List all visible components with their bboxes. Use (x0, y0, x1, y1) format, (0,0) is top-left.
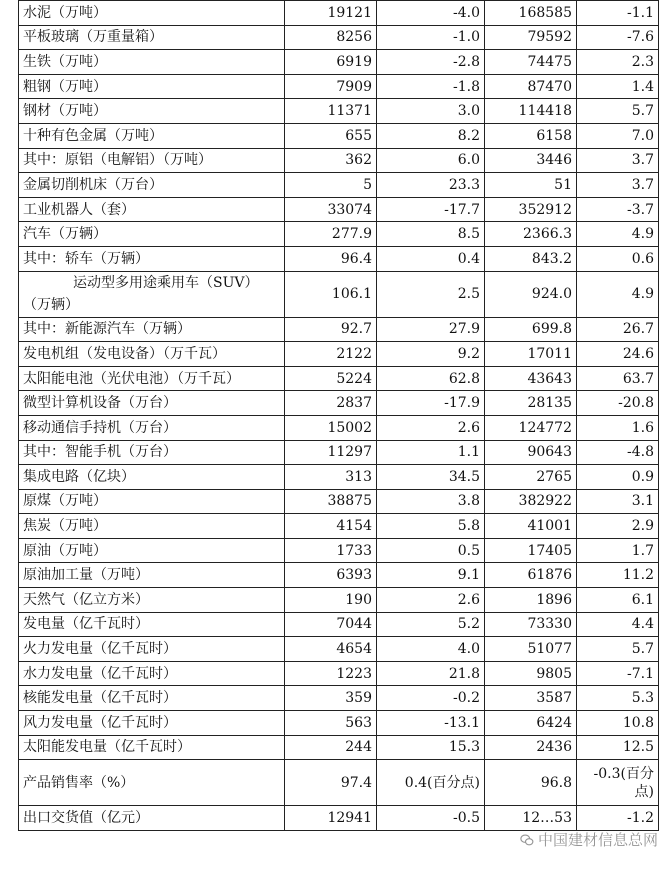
table-row (19, 222, 659, 247)
value-cell: 1.1 (377, 440, 485, 465)
value-cell: 1.7 (577, 538, 659, 563)
value-cell: 190 (285, 588, 377, 613)
value-cell: 10.8 (577, 711, 659, 736)
table-row (19, 123, 659, 148)
product-name-cell: 生铁（万吨） (19, 50, 285, 75)
value-cell: 5.8 (377, 514, 485, 539)
value-cell: 4.4 (577, 612, 659, 637)
value-cell: 3.8 (377, 489, 485, 514)
value-cell: 2.5 (377, 271, 485, 317)
product-name-cell: 十种有色金属（万吨） (19, 123, 285, 148)
value-cell: 97.4 (285, 760, 377, 806)
value-cell: 51077 (485, 637, 577, 662)
value-cell: 11371 (285, 99, 377, 124)
product-name-cell: 其中：智能手机（万台） (19, 440, 285, 465)
product-name-cell: 微型计算机设备（万台） (19, 391, 285, 416)
value-cell: 6.1 (577, 588, 659, 613)
product-name-cell: 金属切削机床（万台） (19, 173, 285, 198)
value-cell: 0.4(百分点) (377, 760, 485, 806)
value-cell: -0.2 (377, 686, 485, 711)
value-line1: -0.3(百分 (593, 765, 654, 782)
value-cell: 352912 (485, 197, 577, 222)
product-name-cell: 发电机组（发电设备）（万千瓦） (19, 342, 285, 367)
table-row (19, 612, 659, 637)
table-row (19, 342, 659, 367)
value-cell: 12…53 (485, 806, 577, 831)
value-cell: 3.7 (577, 173, 659, 198)
table-row (19, 588, 659, 613)
value-cell: 4154 (285, 514, 377, 539)
value-cell: 124772 (485, 415, 577, 440)
product-name-cell: 核能发电量（亿千瓦时） (19, 686, 285, 711)
value-cell: 106.1 (285, 271, 377, 317)
table-row (19, 173, 659, 198)
value-cell: 8.2 (377, 123, 485, 148)
value-cell: 8256 (285, 25, 377, 50)
table-row (19, 711, 659, 736)
product-name-cell: 平板玻璃（万重量箱） (19, 25, 285, 50)
value-cell: 92.7 (285, 317, 377, 342)
product-name-cell: 其中：新能源汽车（万辆） (19, 317, 285, 342)
value-cell: 5224 (285, 366, 377, 391)
table-row (19, 197, 659, 222)
value-cell: 51 (485, 173, 577, 198)
value-cell: 3.7 (577, 148, 659, 173)
value-cell: 5.7 (577, 637, 659, 662)
value-cell: 2122 (285, 342, 377, 367)
product-name-cell: 火力发电量（亿千瓦时） (19, 637, 285, 662)
value-cell: 359 (285, 686, 377, 711)
table-row (19, 465, 659, 490)
value-cell: 3446 (485, 148, 577, 173)
value-cell: 2.3 (577, 50, 659, 75)
value-cell: 23.3 (377, 173, 485, 198)
value-cell: 1223 (285, 661, 377, 686)
value-cell: 313 (285, 465, 377, 490)
value-cell: 2.9 (577, 514, 659, 539)
product-name-line2: （万辆） (23, 297, 79, 314)
value-line2: 点) (634, 783, 654, 800)
value-cell: 79592 (485, 25, 577, 50)
value-cell: 1896 (485, 588, 577, 613)
value-cell: 6919 (285, 50, 377, 75)
product-name-cell: 集成电路（亿块） (19, 465, 285, 490)
product-name-cell: 其中：轿车（万辆） (19, 246, 285, 271)
value-cell: 15002 (285, 415, 377, 440)
value-cell: 33074 (285, 197, 377, 222)
product-name-cell: 产品销售率（%） (19, 760, 285, 806)
value-cell: 0.9 (577, 465, 659, 490)
product-name-cell: 工业机器人（套） (19, 197, 285, 222)
value-cell: -0.5 (377, 806, 485, 831)
table-row (19, 806, 659, 831)
value-cell: 96.4 (285, 246, 377, 271)
value-cell: 74475 (485, 50, 577, 75)
value-cell: 2765 (485, 465, 577, 490)
product-name-cell: 天然气（亿立方米） (19, 588, 285, 613)
product-name-cell: 太阳能发电量（亿千瓦时） (19, 735, 285, 760)
product-name-cell: 太阳能电池（光伏电池）（万千瓦） (19, 366, 285, 391)
value-cell: 43643 (485, 366, 577, 391)
value-cell: 24.6 (577, 342, 659, 367)
value-cell: -2.8 (377, 50, 485, 75)
value-cell: 6424 (485, 711, 577, 736)
table-row (19, 661, 659, 686)
value-cell: 114418 (485, 99, 577, 124)
value-cell: 6158 (485, 123, 577, 148)
value-cell: 12941 (285, 806, 377, 831)
value-cell: 843.2 (485, 246, 577, 271)
value-cell: 38875 (285, 489, 377, 514)
product-name-cell (19, 271, 285, 317)
table-row (19, 246, 659, 271)
value-cell: 0.6 (577, 246, 659, 271)
value-cell: 26.7 (577, 317, 659, 342)
value-cell: 12.5 (577, 735, 659, 760)
table-row (19, 735, 659, 760)
value-cell: 15.3 (377, 735, 485, 760)
value-cell: 6.0 (377, 148, 485, 173)
value-cell: -13.1 (377, 711, 485, 736)
value-cell: 168585 (485, 1, 577, 26)
value-cell: 3587 (485, 686, 577, 711)
product-name-cell: 焦炭（万吨） (19, 514, 285, 539)
value-cell: -17.7 (377, 197, 485, 222)
value-cell: 11.2 (577, 563, 659, 588)
watermark-text: 中国建材信息总网 (537, 831, 658, 849)
value-cell: 9.2 (377, 342, 485, 367)
value-cell: 87470 (485, 74, 577, 99)
table-row (19, 637, 659, 662)
value-cell: -20.8 (577, 391, 659, 416)
value-cell: 0.5 (377, 538, 485, 563)
table-row (19, 538, 659, 563)
value-cell: 11297 (285, 440, 377, 465)
table-row (19, 686, 659, 711)
product-name-cell: 水力发电量（亿千瓦时） (19, 661, 285, 686)
value-cell: 8.5 (377, 222, 485, 247)
watermark (520, 829, 658, 850)
table-row (19, 391, 659, 416)
value-cell: 41001 (485, 514, 577, 539)
table-row (19, 760, 659, 806)
table-row (19, 514, 659, 539)
value-cell: 73330 (485, 612, 577, 637)
value-cell: 5.2 (377, 612, 485, 637)
table-row (19, 440, 659, 465)
value-cell: 90643 (485, 440, 577, 465)
value-cell: -1.0 (377, 25, 485, 50)
value-cell: 5.7 (577, 99, 659, 124)
value-cell: -4.8 (577, 440, 659, 465)
value-cell: 27.9 (377, 317, 485, 342)
table-row (19, 489, 659, 514)
value-cell: 3.0 (377, 99, 485, 124)
product-name-cell: 原油加工量（万吨） (19, 563, 285, 588)
table-row (19, 271, 659, 317)
value-cell: 5.3 (577, 686, 659, 711)
value-cell: 2.6 (377, 415, 485, 440)
value-cell: 4.9 (577, 271, 659, 317)
value-cell (577, 760, 659, 806)
value-cell: -1.1 (577, 1, 659, 26)
value-cell: -1.8 (377, 74, 485, 99)
table-row (19, 1, 659, 26)
value-cell: 17011 (485, 342, 577, 367)
value-cell: 924.0 (485, 271, 577, 317)
value-cell: 62.8 (377, 366, 485, 391)
product-name-cell: 水泥（万吨） (19, 1, 285, 26)
value-cell: 4.0 (377, 637, 485, 662)
value-cell: 4.9 (577, 222, 659, 247)
table-row (19, 50, 659, 75)
product-name-cell: 发电量（亿千瓦时） (19, 612, 285, 637)
table-row (19, 99, 659, 124)
value-cell: -17.9 (377, 391, 485, 416)
value-cell: 2436 (485, 735, 577, 760)
product-name-line1: 运动型多用途乘用车（SUV） (73, 275, 259, 292)
product-name-cell: 风力发电量（亿千瓦时） (19, 711, 285, 736)
value-cell: -1.2 (577, 806, 659, 831)
product-name-cell: 粗钢（万吨） (19, 74, 285, 99)
product-name-cell: 其中：原铝（电解铝）（万吨） (19, 148, 285, 173)
value-cell: 9805 (485, 661, 577, 686)
table-row (19, 563, 659, 588)
value-cell: 28135 (485, 391, 577, 416)
value-cell: 1.4 (577, 74, 659, 99)
value-cell: 96.8 (485, 760, 577, 806)
value-cell: 1.6 (577, 415, 659, 440)
value-cell: 362 (285, 148, 377, 173)
table-row (19, 366, 659, 391)
table-row (19, 25, 659, 50)
value-cell: 2837 (285, 391, 377, 416)
industrial-output-table (18, 0, 659, 831)
table-row (19, 415, 659, 440)
value-cell: 699.8 (485, 317, 577, 342)
product-name-cell: 汽车（万辆） (19, 222, 285, 247)
value-cell: 17405 (485, 538, 577, 563)
value-cell: 9.1 (377, 563, 485, 588)
wechat-icon (520, 833, 534, 847)
value-cell: 0.4 (377, 246, 485, 271)
value-cell: 21.8 (377, 661, 485, 686)
value-cell: 7909 (285, 74, 377, 99)
value-cell: 244 (285, 735, 377, 760)
table-row (19, 148, 659, 173)
table-row (19, 317, 659, 342)
value-cell: 4654 (285, 637, 377, 662)
value-cell: 2.6 (377, 588, 485, 613)
value-cell: 1733 (285, 538, 377, 563)
product-name-cell: 原油（万吨） (19, 538, 285, 563)
value-cell: 61876 (485, 563, 577, 588)
product-name-cell: 钢材（万吨） (19, 99, 285, 124)
value-cell: 3.1 (577, 489, 659, 514)
table-body (19, 1, 659, 831)
value-cell: -7.6 (577, 25, 659, 50)
value-cell: 5 (285, 173, 377, 198)
value-cell: 2366.3 (485, 222, 577, 247)
value-cell: 277.9 (285, 222, 377, 247)
value-cell: 34.5 (377, 465, 485, 490)
value-cell: 19121 (285, 1, 377, 26)
value-cell: 63.7 (577, 366, 659, 391)
value-cell: -3.7 (577, 197, 659, 222)
value-cell: 382922 (485, 489, 577, 514)
value-cell: -7.1 (577, 661, 659, 686)
value-cell: 7.0 (577, 123, 659, 148)
table-row (19, 74, 659, 99)
product-name-cell: 出口交货值（亿元） (19, 806, 285, 831)
value-cell: -4.0 (377, 1, 485, 26)
value-cell: 563 (285, 711, 377, 736)
product-name-cell: 原煤（万吨） (19, 489, 285, 514)
value-cell: 7044 (285, 612, 377, 637)
value-cell: 6393 (285, 563, 377, 588)
product-name-cell: 移动通信手持机（万台） (19, 415, 285, 440)
value-cell: 655 (285, 123, 377, 148)
